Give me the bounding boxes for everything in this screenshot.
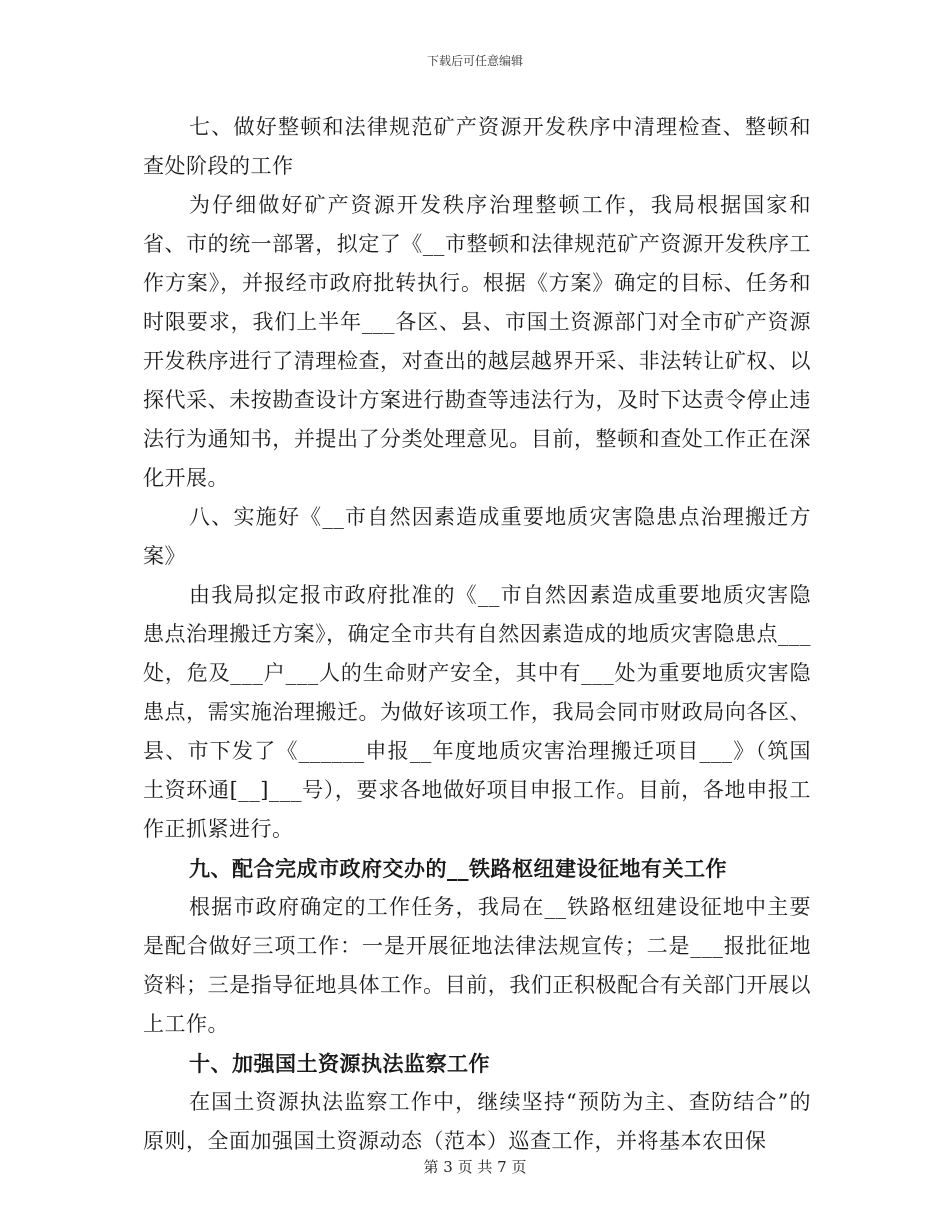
paragraph-section-10: 在国土资源执法监察工作中，继续坚持“预防为主、查防结合”的原则，全面加强国土资源动态（范本）巡查工作，并将基本农田保	[143, 1090, 811, 1153]
section-heading-7: 七、做好整顿和法律规范矿产资源开发秩序中清理检查、整顿和查处阶段的工作	[143, 115, 811, 178]
page-number-footer: 第 3 页 共 7 页	[423, 1158, 527, 1176]
paragraph-section-8: 由我局拟定报市政府批准的《__市自然因素造成重要地质灾害隐患点治理搬迁方案》，确定全市共有自然因素造成的地质灾害隐患点___处，危及___户___人的生命财产安全，其中有___处为重要地质灾害隐患点，需实施治理搬迁。为做好该项工作，我局会同市财政局向各区、县、市下发了《______申报__年度地质灾害治理搬迁项目___》（筑国土资环通[__]___号），要求各地做好项目申报工作。目前，各地申报工作正抓紧进行。	[143, 583, 811, 841]
section-heading-8: 八、实施好《__市自然因素造成重要地质灾害隐患点治理搬迁方案》	[143, 505, 811, 568]
paragraph-section-9: 根据市政府确定的工作任务，我局在__铁路枢纽建设征地中主要是配合做好三项工作：一是开展征地法律法规宣传；二是___报批征地资料；三是指导征地具体工作。目前，我们正积极配合有关部门开展以上工作。	[143, 895, 811, 1036]
document-body	[143, 108, 811, 1161]
section-heading-9: 九、配合完成市政府交办的__铁路枢纽建设征地有关工作	[189, 856, 727, 881]
page-header-note: 下载后可任意编辑	[426, 54, 523, 68]
paragraph-section-7: 为仔细做好矿产资源开发秩序治理整顿工作，我局根据国家和省、市的统一部署，拟定了《__市整顿和法律规范矿产资源开发秩序工作方案》，并报经市政府批转执行。根据《方案》确定的目标、任务和时限要求，我们上半年___各区、县、市国土资源部门对全市矿产资源开发秩序进行了清理检查，对查出的越层越界开采、非法转让矿权、以探代采、未按勘查设计方案进行勘查等违法行为，及时下达责令停止违法行为通知书，并提出了分类处理意见。目前，整顿和查处工作正在深化开展。	[143, 193, 811, 490]
section-heading-10: 十、加强国土资源执法监察工作	[189, 1051, 490, 1076]
